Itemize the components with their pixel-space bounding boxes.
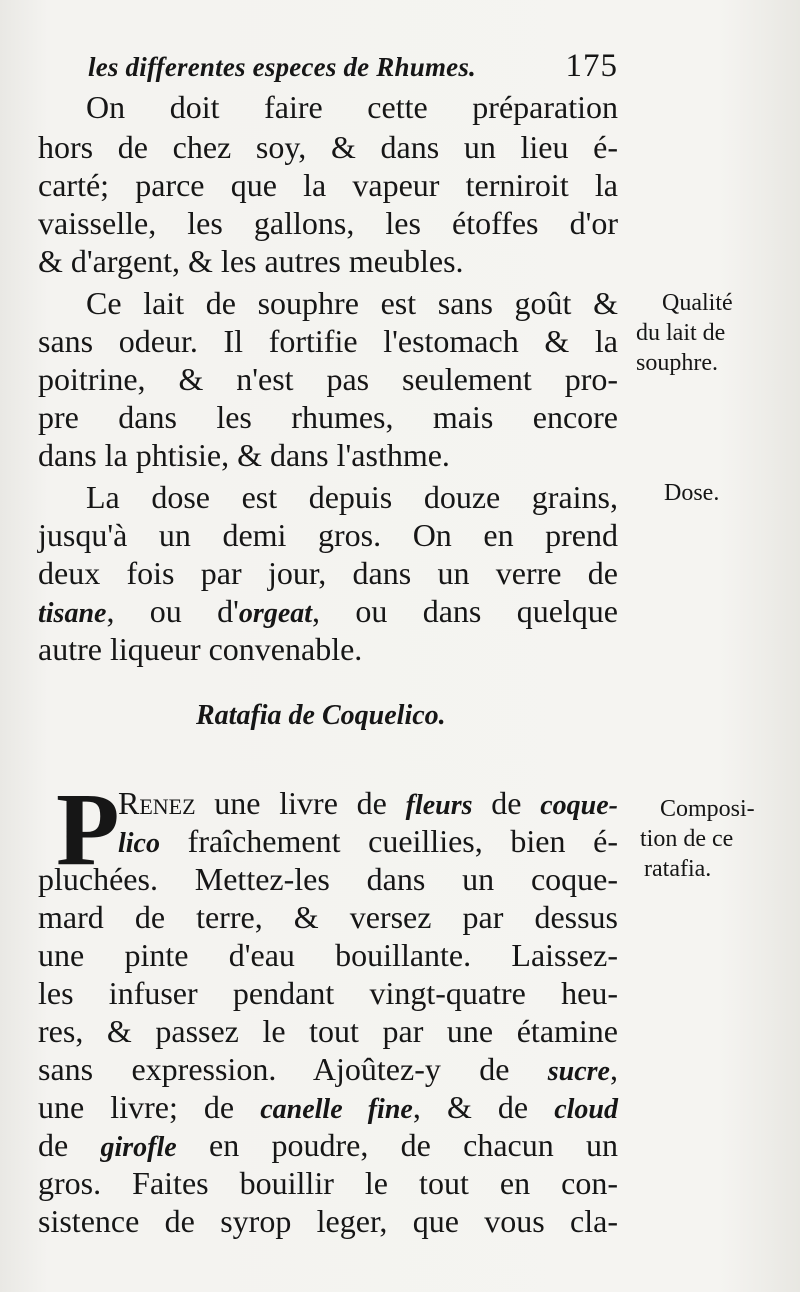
text-line: une pinte d'eau bouillante. Laissez- <box>38 937 618 973</box>
text-line: Renez une livre de fleurs de coque- <box>118 785 619 821</box>
text-line: sans odeur. Il fortifie l'estomach & la <box>38 323 618 359</box>
margin-note-qualite: Qualité du lait de souphre. <box>636 290 733 376</box>
margin-note-composition: Composi- tion de ce ratafia. <box>640 796 755 882</box>
text-line: pluchées. Mettez-les dans un coque- <box>38 861 618 897</box>
text-line: vaisselle, les gallons, les étoffes d'or <box>38 205 618 241</box>
text-line: jusqu'à un demi gros. On en prend <box>38 517 618 553</box>
text-line: sans expression. Ajoûtez-y de sucre, <box>38 1051 618 1087</box>
text-line: autre liqueur convenable. <box>38 631 363 667</box>
running-head <box>88 48 618 88</box>
text-line: Ce lait de souphre est sans goût & <box>86 285 618 321</box>
text-line: de girofle en poudre, de chacun un <box>38 1127 619 1163</box>
italic-word: cloud <box>554 1094 618 1125</box>
italic-word: coque- <box>540 790 619 821</box>
text-line: mard de terre, & versez par dessus <box>38 899 618 935</box>
text-line: La dose est depuis douze grains, <box>86 479 618 515</box>
text-line: sistence de syrop leger, que vous cla- <box>38 1203 618 1239</box>
margin-note-dose: Dose. <box>664 480 720 506</box>
text-line: gros. Faites bouillir le tout en con- <box>38 1165 618 1201</box>
text-line: On doit faire cette préparation <box>86 89 618 125</box>
italic-word: lico <box>118 828 160 859</box>
italic-word: sucre <box>547 1056 610 1087</box>
text-line: tisane, ou d'orgeat, ou dans quelque <box>38 593 619 629</box>
text-line: & d'argent, & les autres meubles. <box>38 243 464 279</box>
text-line: dans la phtisie, & dans l'asthme. <box>38 437 450 473</box>
running-title: les differentes especes de Rhumes. <box>88 52 476 82</box>
text-line: pre dans les rhumes, mais encore <box>38 399 618 435</box>
text-line: deux fois par jour, dans un verre de <box>38 555 618 591</box>
text-line: hors de chez soy, & dans un lieu é- <box>38 129 618 165</box>
italic-word: tisane <box>38 598 107 629</box>
italic-word: canelle fine <box>260 1094 413 1125</box>
text-line: res, & passez le tout par une étamine <box>38 1013 618 1049</box>
text-line: les infuser pendant vingt-quatre heu- <box>38 975 618 1011</box>
page-number: 175 <box>565 48 618 84</box>
text-line: carté; parce que la vapeur terniroit la <box>38 167 618 203</box>
italic-word: orgeat <box>238 598 313 629</box>
text-line: lico fraîchement cueillies, bien é- <box>118 823 618 859</box>
italic-word: girofle <box>100 1132 177 1163</box>
drop-cap: P <box>56 772 120 887</box>
italic-word: fleurs <box>405 790 473 821</box>
text-line: une livre; de canelle fine, & de cloud <box>38 1089 618 1125</box>
section-heading: Ratafia de Coquelico. <box>196 700 446 731</box>
text-line: poitrine, & n'est pas seulement pro- <box>38 361 618 397</box>
